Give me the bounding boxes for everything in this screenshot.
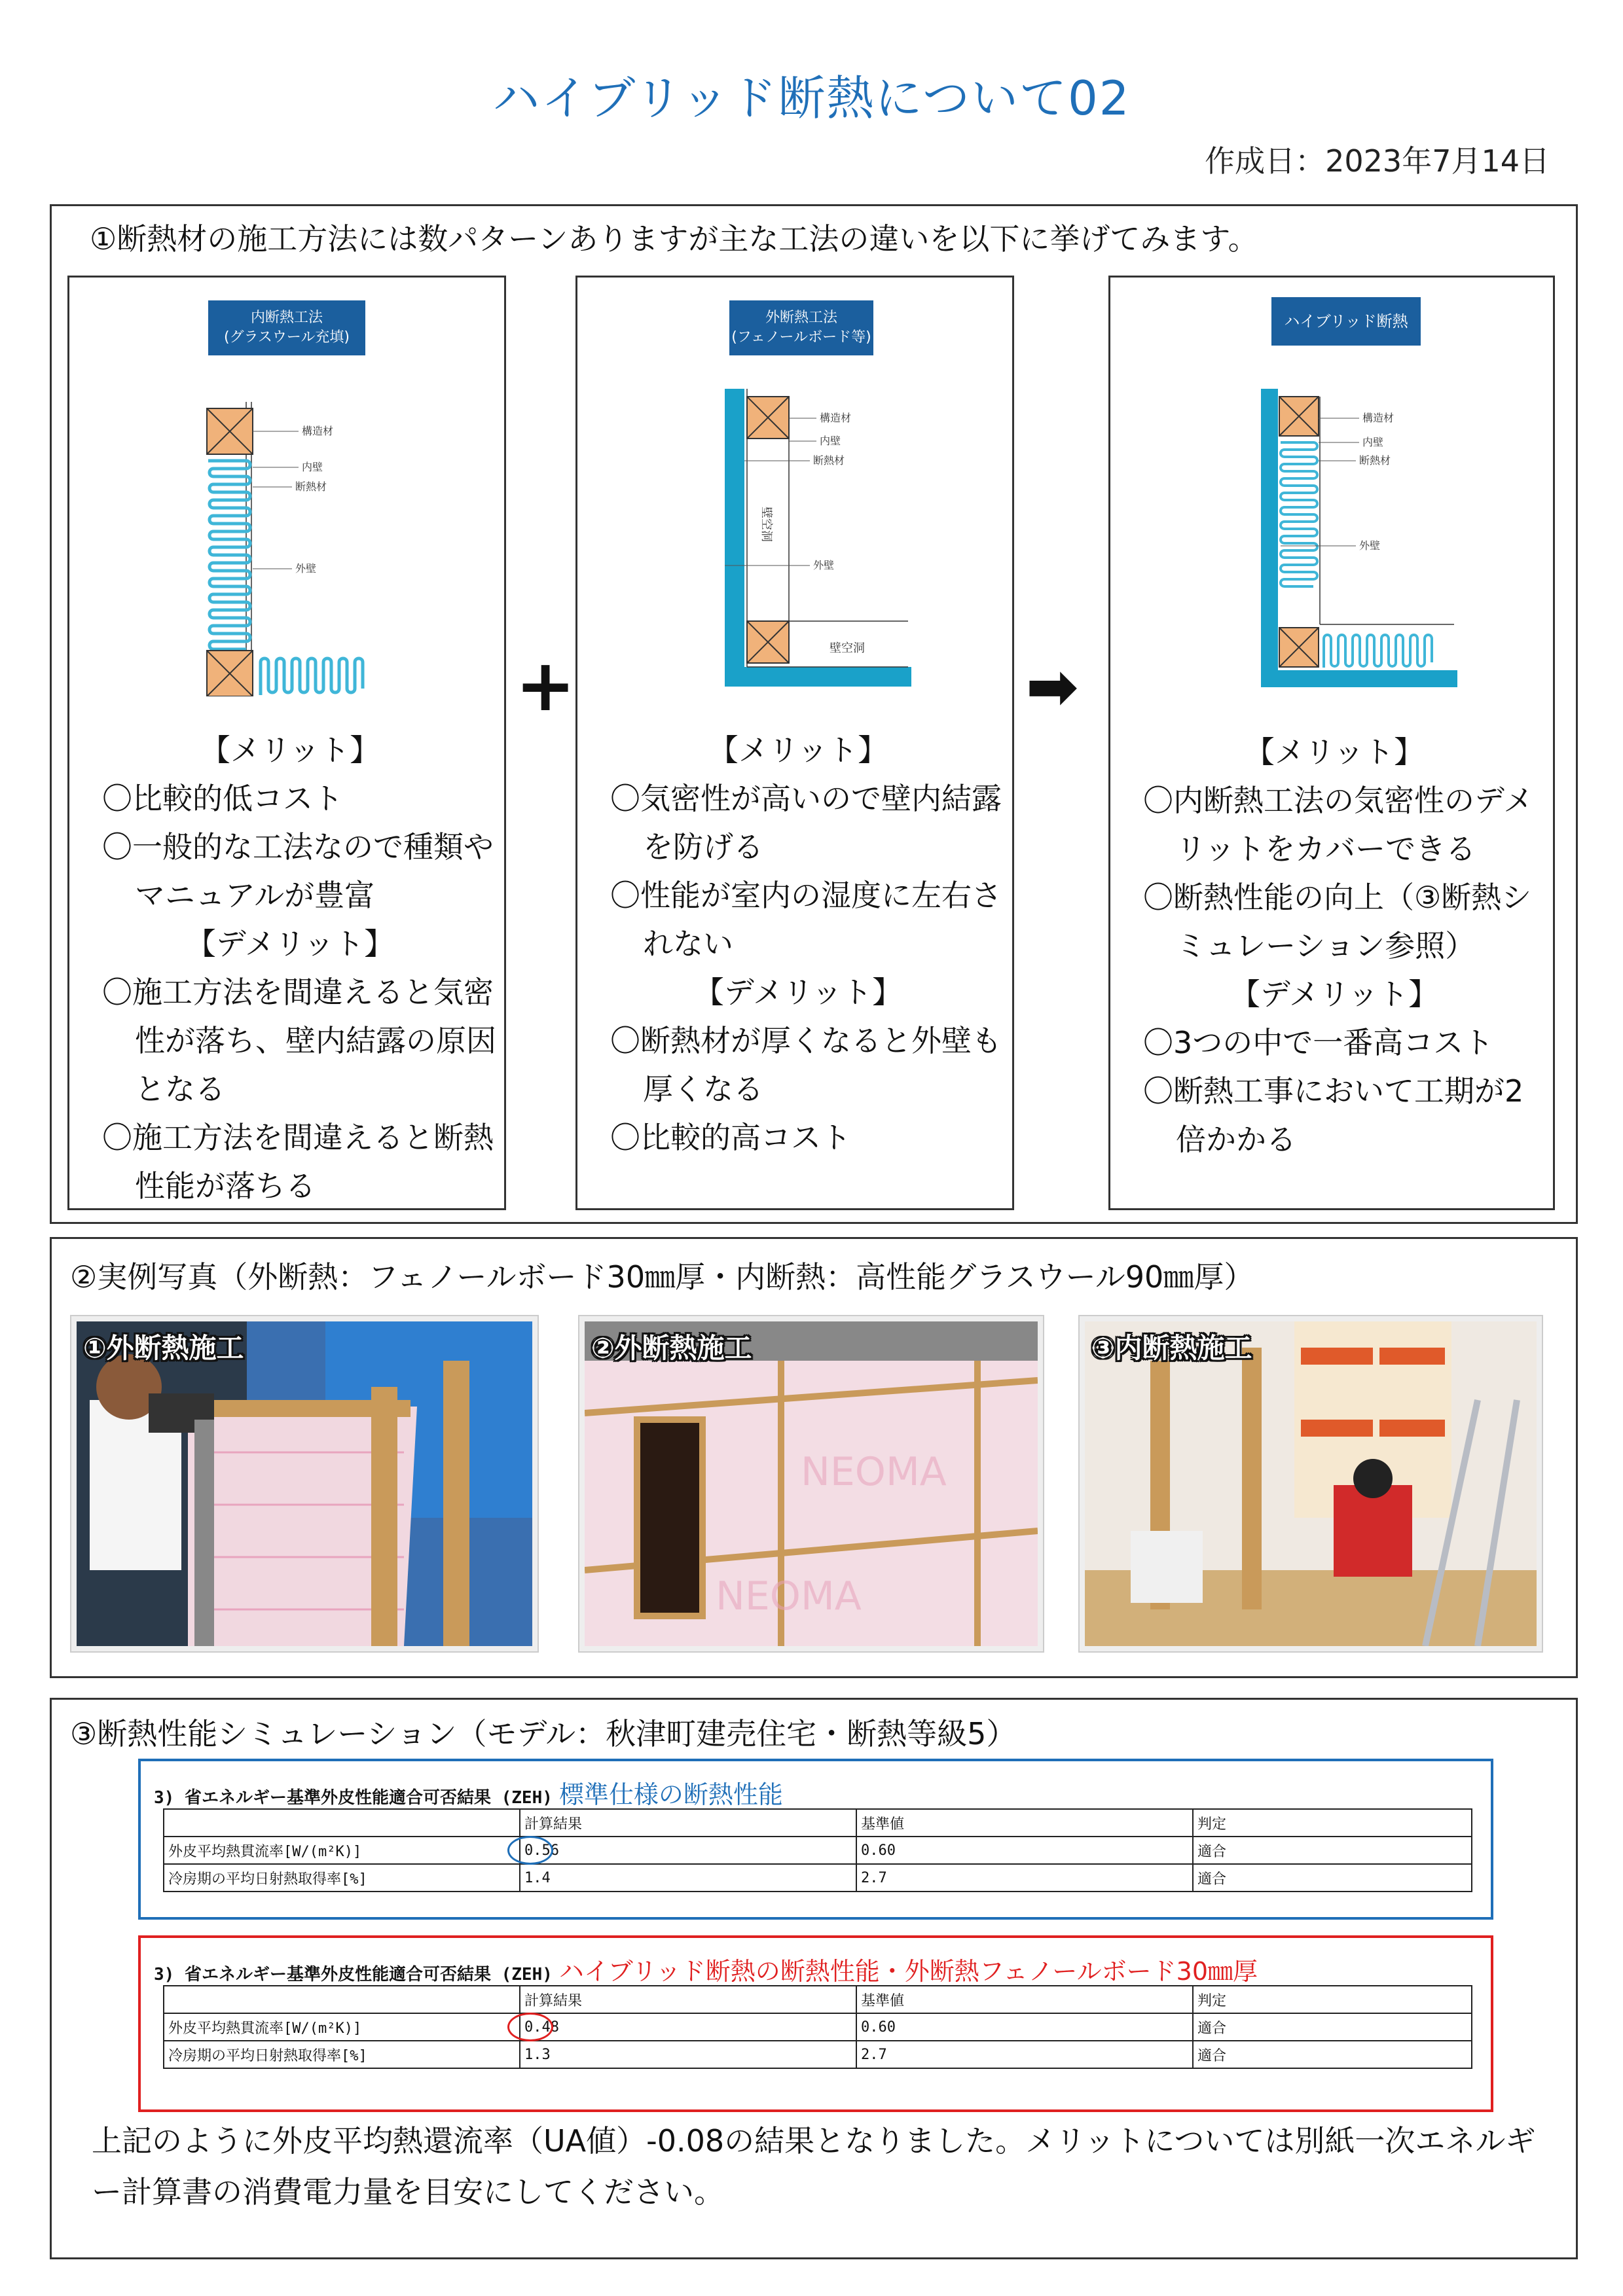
table-cell: 2.7 xyxy=(856,1864,1193,1892)
card-hybrid-insulation xyxy=(1108,276,1555,1210)
table-cell: 判定 xyxy=(1193,1986,1472,2013)
construction-photo-image xyxy=(585,1321,1038,1646)
result-table xyxy=(163,1808,1472,1892)
merit-item: 〇比較的低コスト xyxy=(102,781,343,816)
table-header-row xyxy=(164,1986,1472,2013)
merit-item: 〇一般的な工法なので種類やマニュアルが豊富 xyxy=(102,829,494,913)
diagram-label-inner-wall: 内壁 xyxy=(820,435,841,447)
table-cell: 冷房期の平均日射熱取得率[%] xyxy=(164,1864,520,1892)
merit-item: 〇内断熱工法の気密性のデメリットをカバーできる xyxy=(1143,783,1534,867)
table-cell: 2.7 xyxy=(856,2041,1193,2068)
diagram-label-inner-wall: 内壁 xyxy=(302,461,323,473)
demerit-item: 〇断熱工事において工期が2倍かかる xyxy=(1143,1073,1524,1157)
diagram-label-insulation: 断熱材 xyxy=(813,454,845,467)
table-cell: 1.4 xyxy=(520,1864,856,1892)
photo-external-2 xyxy=(579,1316,1043,1651)
photo-external-1 xyxy=(71,1316,538,1651)
diagram-label-structure: 構造材 xyxy=(820,412,852,424)
photo-label: ①外断熱施工 xyxy=(83,1332,244,1364)
table-cell xyxy=(164,1809,520,1837)
section3-title: ③断熱性能シミュレーション（モデル：秋津町建売住宅・断熱等級5） xyxy=(70,1716,1017,1751)
table-cell: 計算結果 xyxy=(520,1986,856,2013)
plus-sign: + xyxy=(515,643,576,727)
table-row xyxy=(164,2041,1472,2068)
result-highlight: 標準仕様の断熱性能 xyxy=(558,1780,783,1809)
table-cell: 0.48 xyxy=(520,2013,856,2041)
table-cell: 0.60 xyxy=(856,2013,1193,2041)
result-highlight: ハイブリッド断熱の断熱性能・外断熱フェノールボード30㎜厚 xyxy=(558,1957,1258,1986)
diagram-label-outer-wall: 外壁 xyxy=(295,562,317,575)
table-cell: 0.60 xyxy=(856,1837,1193,1864)
card2-text xyxy=(592,726,1004,1162)
badge-line1: 内断熱工法 xyxy=(250,310,323,326)
section2-title: ②実例写真（外断熱：フェノールボード30㎜厚・内断熱：高性能グラスウール90㎜厚） xyxy=(70,1259,1254,1295)
table-header-row xyxy=(164,1809,1472,1837)
table-cell: 判定 xyxy=(1193,1809,1472,1837)
arrow-right-icon: ➡ xyxy=(1026,650,1079,723)
merit-heading: 【メリット】 xyxy=(200,732,380,768)
section1-title: ①断熱材の施工方法には数パターンありますが主な工法の違いを以下に挙げてみます。 xyxy=(90,221,1258,257)
table-cell: 冷房期の平均日射熱取得率[%] xyxy=(164,2041,520,2068)
section-construction-methods xyxy=(50,204,1578,1224)
table-cell: 外皮平均熱貫流率[W/(m²K)] xyxy=(164,2013,520,2041)
section-photos xyxy=(50,1237,1578,1678)
card1-text xyxy=(84,726,496,1210)
summary-text: 上記のように外皮平均熱還流率（UA値）-0.08の結果となりました。メリットについては別紙一次エネルギー計算書の消費電力量を目安にしてください。 xyxy=(92,2123,1536,2210)
table-cell: 1.3 xyxy=(520,2041,856,2068)
result-heading xyxy=(154,1774,783,1810)
table-cell: 基準値 xyxy=(856,1986,1193,2013)
demerit-heading: 【デメリット】 xyxy=(1230,977,1439,1012)
diagram-label-insulation: 断熱材 xyxy=(1359,454,1391,467)
demerit-item: 〇3つの中で一番高コスト xyxy=(1143,1025,1494,1060)
diagram-label-cavity-vertical: 壁空洞 xyxy=(759,507,773,542)
merit-item: 〇断熱性能の向上（③断熱シミュレーション参照） xyxy=(1143,880,1532,963)
simulation-standard xyxy=(138,1759,1493,1920)
result-heading xyxy=(154,1951,1258,1987)
demerit-item: 〇施工方法を間違えると断熱性能が落ちる xyxy=(102,1120,494,1204)
diagram-label-structure: 構造材 xyxy=(302,425,334,437)
photo-label: ③内断熱施工 xyxy=(1091,1332,1252,1364)
card-external-insulation xyxy=(575,276,1014,1210)
merit-heading: 【メリット】 xyxy=(1244,734,1425,770)
merit-heading: 【メリット】 xyxy=(708,732,888,768)
table-row xyxy=(164,1864,1472,1892)
result-table xyxy=(163,1985,1472,2069)
construction-photo-image xyxy=(77,1321,532,1646)
card3-text xyxy=(1125,728,1544,1164)
result-heading-text: 3) 省エネルギー基準外皮性能適合可否結果 (ZEH) xyxy=(154,1965,553,1984)
diagram-label-outer-wall: 外壁 xyxy=(1359,539,1381,552)
table-cell: 外皮平均熱貫流率[W/(m²K)] xyxy=(164,1837,520,1864)
table-cell: 0.56 xyxy=(520,1837,856,1864)
page-title: ハイブリッド断熱について02 xyxy=(492,71,1131,126)
merit-item: 〇性能が室内の湿度に左右されない xyxy=(610,878,1002,961)
table-cell: 基準値 xyxy=(856,1809,1193,1837)
diagram-label-structure: 構造材 xyxy=(1362,412,1395,424)
table-cell: 適合 xyxy=(1193,2013,1472,2041)
table-row xyxy=(164,1837,1472,1864)
inner-insulation-diagram xyxy=(200,395,423,696)
table-cell: 適合 xyxy=(1193,1864,1472,1892)
construction-photo-image xyxy=(1085,1321,1537,1646)
value-highlight-circle xyxy=(507,2013,553,2041)
table-cell xyxy=(164,1986,520,2013)
demerit-heading: 【デメリット】 xyxy=(185,926,395,961)
badge-line2: (グラスウール充填) xyxy=(223,329,350,346)
demerit-item: 〇比較的高コスト xyxy=(610,1120,851,1155)
result-heading-text: 3) 省エネルギー基準外皮性能適合可否結果 (ZEH) xyxy=(154,1788,553,1808)
table-cell: 適合 xyxy=(1193,2041,1472,2068)
photo-label: ②外断熱施工 xyxy=(591,1332,752,1364)
creation-date: 作成日：2023年7月14日 xyxy=(1205,143,1550,179)
simulation-hybrid xyxy=(138,1935,1493,2112)
badge-line1: 外断熱工法 xyxy=(765,310,837,326)
demerit-item: 〇施工方法を間違えると気密性が落ち、壁内結露の原因となる xyxy=(102,975,496,1107)
diagram-label-cavity-horizontal: 壁空洞 xyxy=(830,641,865,655)
table-row xyxy=(164,2013,1472,2041)
photo-internal-3 xyxy=(1080,1316,1542,1651)
table-cell: 適合 xyxy=(1193,1837,1472,1864)
merit-item: 〇気密性が高いので壁内結露を防げる xyxy=(610,781,1002,865)
diagram-label-insulation: 断熱材 xyxy=(295,480,327,493)
demerit-item: 〇断熱材が厚くなると外壁も厚くなる xyxy=(610,1023,1002,1107)
table-cell: 計算結果 xyxy=(520,1809,856,1837)
diagram-label-inner-wall: 内壁 xyxy=(1362,436,1384,448)
svg-text:NEOMA: NEOMA xyxy=(801,1449,947,1495)
hybrid-insulation-diagram xyxy=(1254,382,1464,690)
svg-text:NEOMA: NEOMA xyxy=(716,1573,862,1619)
badge-line2: (フェノールボード等) xyxy=(731,329,871,346)
external-insulation-diagram xyxy=(718,382,915,690)
value-highlight-circle xyxy=(507,1836,553,1865)
demerit-heading: 【デメリット】 xyxy=(693,975,903,1010)
method-badge xyxy=(1271,297,1421,346)
diagram-label-outer-wall: 外壁 xyxy=(813,559,835,571)
badge-line1: ハイブリッド断熱 xyxy=(1284,312,1408,331)
card-inner-insulation xyxy=(67,276,506,1210)
method-badge xyxy=(729,300,873,355)
method-badge xyxy=(208,300,365,355)
